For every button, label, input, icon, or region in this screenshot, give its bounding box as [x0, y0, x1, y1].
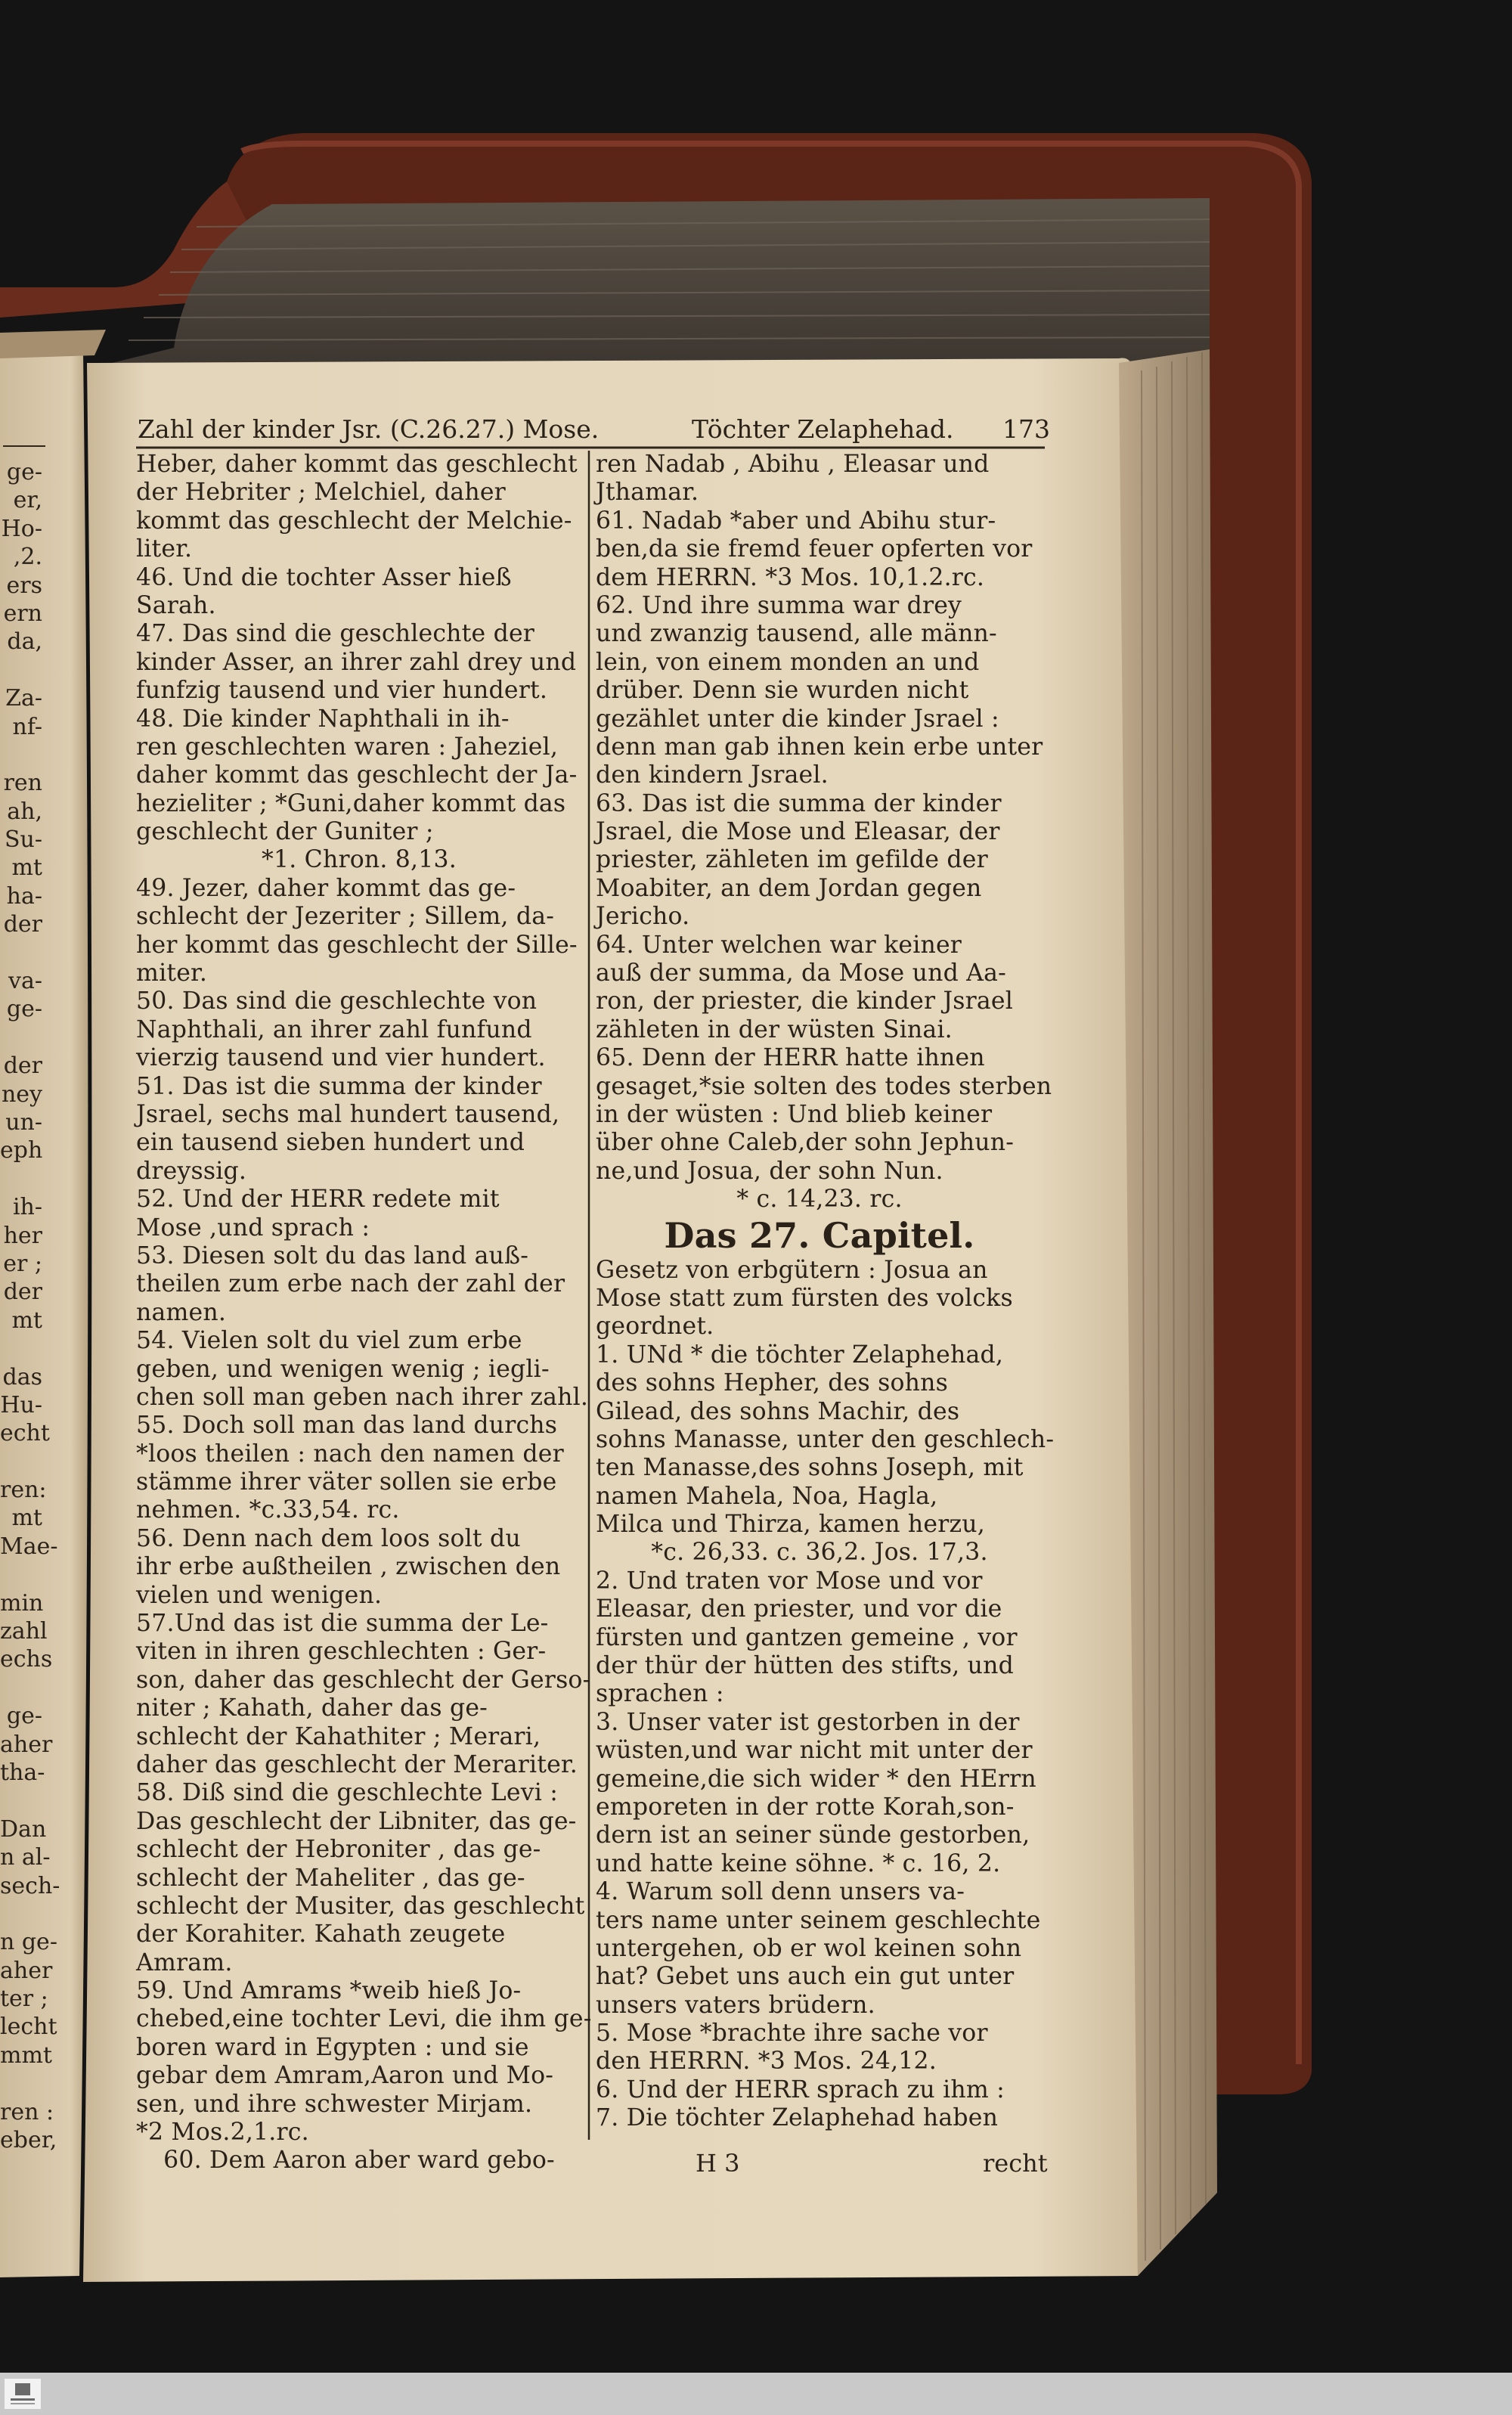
- edge-fragment: ter ;: [0, 1986, 48, 2013]
- edge-fragment: un-: [5, 1108, 42, 1136]
- text-line: 3. Unser vater ist gestorben in der: [596, 1708, 1020, 1736]
- edge-fragment: aher: [0, 1957, 53, 1984]
- text-line: 46. Und die tochter Asser hieß: [136, 563, 512, 591]
- edge-fragment: ney: [1, 1080, 42, 1108]
- edge-fragment: aher: [0, 1731, 53, 1758]
- edge-fragment: ha-: [6, 882, 42, 910]
- text-line: 52. Und der HERR redete mit: [136, 1186, 500, 1214]
- text-line: 47. Das sind die geschlechte der: [136, 620, 535, 648]
- edge-fragment: [0, 741, 45, 769]
- edge-fragment: echt: [0, 1420, 50, 1447]
- right-column: [596, 451, 1055, 2190]
- text-line: dreyssig.: [136, 1157, 247, 1185]
- text-line: dern ist an seiner sünde gestorben,: [596, 1821, 1030, 1849]
- edge-fragment: da,: [7, 628, 42, 656]
- text-line: emporeten in der rotte Korah,son-: [596, 1793, 1015, 1821]
- text-line: 7. Die töchter Zelaphehad haben: [596, 2104, 999, 2132]
- text-line: Gilead, des sohns Machir, des: [596, 1397, 960, 1425]
- edge-fragment: n ge-: [0, 1929, 57, 1956]
- text-line: ben,da sie fremd feuer opferten vor: [596, 535, 1033, 563]
- library-logo-icon: [5, 2379, 41, 2409]
- edge-fragment: Hu-: [0, 1391, 42, 1418]
- text-line: gezählet unter die kinder Jsrael :: [596, 705, 999, 733]
- text-line: schlecht der Kahathiter ; Merari,: [136, 1722, 541, 1750]
- text-line: auß der summa, da Mose und Aa-: [596, 959, 1006, 987]
- edge-fragment: [0, 1787, 45, 1815]
- edge-fragment: echs: [0, 1646, 53, 1673]
- edge-fragment: ern: [3, 600, 42, 627]
- text-line: viten in ihren geschlechten : Ger-: [136, 1638, 547, 1666]
- edge-fragment: eber,: [0, 2127, 57, 2154]
- text-line: vierzig tausend und vier hundert.: [136, 1044, 546, 1072]
- text-line: der thür der hütten des stifts, und: [596, 1652, 1015, 1680]
- text-line: in der wüsten : Und blieb keiner: [596, 1100, 993, 1128]
- text-line: 65. Denn der HERR hatte ihnen: [596, 1044, 985, 1072]
- text-line: fürsten und gantzen gemeine , vor: [596, 1623, 1018, 1651]
- text-line: ein tausend sieben hundert und: [136, 1129, 525, 1157]
- edge-fragment: [0, 939, 45, 967]
- text-line: 58. Diß sind die geschlechte Levi :: [136, 1779, 559, 1807]
- text-line: kinder Asser, an ihrer zahl drey und: [136, 648, 577, 676]
- edge-fragment: [0, 1900, 45, 1928]
- text-line: daher das geschlecht der Merariter.: [136, 1750, 578, 1778]
- edge-fragment: [0, 1561, 45, 1589]
- edge-fragment: Dan: [0, 1815, 47, 1843]
- edge-fragment: ren :: [0, 2098, 54, 2125]
- edge-fragment: [0, 1674, 45, 1702]
- edge-fragment: mt: [11, 854, 42, 882]
- text-line: kommt das geschlecht der Melchie-: [136, 507, 572, 535]
- text-line: boren ward in Egypten : und sie: [136, 2033, 529, 2061]
- left-page-edge-text: [0, 458, 60, 2154]
- edge-fragment: ,2.: [13, 544, 42, 571]
- text-line: geschlecht der Guniter ;: [136, 818, 434, 846]
- text-line: Mose statt zum fürsten des volcks: [596, 1284, 1013, 1312]
- text-line: ters name unter seinem geschlechte: [596, 1906, 1041, 1934]
- edge-fragment: mmt: [0, 2041, 52, 2069]
- text-line: *c. 26,33. c. 36,2. Jos. 17,3.: [651, 1539, 988, 1567]
- edge-fragment: mt: [11, 1307, 42, 1334]
- text-line: des sohns Hepher, des sohns: [596, 1369, 948, 1397]
- edge-fragment: der: [3, 1052, 42, 1080]
- text-line: der Korahiter. Kahath zeugete: [136, 1921, 506, 1948]
- text-line: und zwanzig tausend, alle männ-: [596, 620, 997, 648]
- text-line: *1. Chron. 8,13.: [262, 846, 457, 874]
- edge-fragment: eph: [0, 1137, 43, 1164]
- text-line: schlecht der Jezeriter ; Sillem, da-: [136, 903, 555, 931]
- edge-fragment: Su-: [4, 826, 42, 854]
- edge-fragment: ge-: [6, 1703, 42, 1730]
- text-line: nehmen. *c.33,54. rc.: [136, 1496, 400, 1524]
- text-line: Eleasar, den priester, und vor die: [596, 1595, 1002, 1623]
- signature-mark: H 3: [696, 2149, 740, 2178]
- running-head-right: Töchter Zelaphehad.: [692, 414, 954, 444]
- edge-fragment: das: [2, 1363, 42, 1390]
- viewer-status-bar: [0, 2373, 1512, 2415]
- text-line: liter.: [136, 535, 193, 563]
- edge-fragment: n al-: [0, 1844, 51, 1871]
- text-line: 4. Warum soll denn unsers va-: [596, 1878, 965, 1906]
- text-line: Heber, daher kommt das geschlecht: [136, 451, 578, 478]
- text-line: sprachen :: [596, 1680, 724, 1708]
- edge-fragment: min: [0, 1589, 44, 1617]
- edge-fragment: er,: [13, 487, 42, 514]
- text-line: 55. Doch soll man das land durchs: [136, 1412, 558, 1440]
- text-line: Das geschlecht der Libniter, das ge-: [136, 1807, 577, 1835]
- text-line: Amram.: [136, 1948, 233, 1976]
- edge-fragment: ah,: [7, 798, 42, 825]
- text-line: theilen zum erbe nach der zahl der: [136, 1270, 565, 1298]
- text-line: Moabiter, an dem Jordan gegen: [596, 874, 982, 902]
- text-line: Naphthali, an ihrer zahl funfund: [136, 1015, 532, 1043]
- running-head-left: Zahl der kinder Jsr. (C.26.27.) Mose.: [138, 414, 600, 444]
- text-line: drüber. Denn sie wurden nicht: [596, 677, 969, 705]
- edge-fragment: [0, 1165, 45, 1193]
- text-line: sohns Manasse, unter den geschlech-: [596, 1425, 1055, 1453]
- text-line: miter.: [136, 959, 208, 987]
- edge-fragment: [0, 656, 45, 684]
- text-line: ren Nadab , Abihu , Eleasar und: [596, 451, 990, 478]
- edge-fragment: ge-: [6, 459, 42, 485]
- text-line: geben, und wenigen wenig ; iegli-: [136, 1355, 550, 1383]
- edge-fragment: mt: [11, 1505, 42, 1532]
- text-line: denn man gab ihnen kein erbe unter: [596, 733, 1043, 761]
- text-line: chen soll man geben nach ihrer zahl.: [136, 1383, 589, 1411]
- text-line: 49. Jezer, daher kommt das ge-: [136, 874, 516, 902]
- text-line: 6. Und der HERR sprach zu ihm :: [596, 2076, 1005, 2103]
- edge-fragment: zahl: [0, 1618, 48, 1645]
- text-line: namen.: [136, 1298, 227, 1326]
- text-line: hezieliter ; *Guni,daher kommt das: [136, 789, 566, 817]
- edge-fragment: Za-: [5, 685, 42, 712]
- left-page-edge: [0, 330, 106, 358]
- text-line: Mose ,und sprach :: [136, 1214, 370, 1242]
- text-line: ne,und Josua, der sohn Nun.: [596, 1157, 943, 1185]
- edge-fragment: ih-: [12, 1194, 42, 1221]
- text-line: sen, und ihre schwester Mirjam.: [136, 2090, 533, 2118]
- text-line: namen Mahela, Noa, Hagla,: [596, 1482, 938, 1510]
- edge-fragment: der: [3, 1279, 42, 1306]
- text-line: untergehen, ob er wol keinen sohn: [596, 1934, 1022, 1962]
- text-line: 59. Und Amrams *weib hieß Jo-: [136, 1977, 522, 2005]
- edge-fragment: her: [3, 1222, 42, 1249]
- edge-fragment: lecht: [0, 2014, 57, 2041]
- text-line: geordnet.: [596, 1313, 714, 1341]
- text-line: niter ; Kahath, daher das ge-: [136, 1694, 488, 1722]
- edge-fragment: ren: [3, 770, 42, 797]
- text-line: und hatte keine söhne. * c. 16, 2.: [596, 1849, 1001, 1877]
- edge-fragment: Ho-: [1, 515, 42, 542]
- edge-fragment: ers: [6, 572, 42, 599]
- text-line: *loos theilen : nach den namen der: [136, 1440, 564, 1468]
- text-line: 54. Vielen solt du viel zum erbe: [136, 1327, 522, 1355]
- text-line: Jsrael, die Mose und Eleasar, der: [596, 818, 1000, 846]
- text-line: 2. Und traten vor Mose und vor: [596, 1567, 983, 1595]
- text-line: her kommt das geschlecht der Sille-: [136, 931, 578, 959]
- text-line: lein, von einem monden an und: [596, 648, 980, 676]
- text-line: hat? Gebet uns auch ein gut unter: [596, 1963, 1015, 1991]
- text-line: 60. Dem Aaron aber ward gebo-: [163, 2147, 555, 2175]
- edge-fragment: ren:: [0, 1477, 47, 1504]
- edge-fragment: [0, 1335, 45, 1363]
- text-line: funfzig tausend und vier hundert.: [136, 677, 548, 705]
- text-line: gebar dem Amram,Aaron und Mo-: [136, 2062, 554, 2090]
- text-line: schlecht der Hebroniter , das ge-: [136, 1836, 541, 1864]
- text-line: zähleten in der wüsten Sinai.: [596, 1015, 953, 1043]
- text-line: * c. 14,23. rc.: [736, 1186, 903, 1214]
- text-line: 56. Denn nach dem loos solt du: [136, 1524, 521, 1552]
- text-line: son, daher das geschlecht der Gerso-: [136, 1666, 591, 1694]
- text-line: ten Manasse,des sohns Joseph, mit: [596, 1454, 1024, 1482]
- edge-fragment: tha-: [0, 1759, 45, 1786]
- text-line: schlecht der Musiter, das geschlecht: [136, 1892, 585, 1920]
- text-line: 50. Das sind die geschlechte von: [136, 987, 538, 1015]
- text-line: 64. Unter welchen war keiner: [596, 931, 962, 959]
- text-line: über ohne Caleb,der sohn Jephun-: [596, 1129, 1015, 1157]
- text-line: Gesetz von erbgütern : Josua an: [596, 1256, 988, 1284]
- edge-fragment: er ;: [3, 1250, 42, 1277]
- text-line: den HERRN. *3 Mos. 24,12.: [596, 2048, 937, 2076]
- text-line: unsers vaters brüdern.: [596, 1991, 875, 2019]
- edge-fragment: va-: [8, 968, 42, 995]
- text-line: den kindern Jsrael.: [596, 761, 829, 789]
- page-number: 173: [1002, 414, 1050, 444]
- text-line: *2 Mos.2,1.rc.: [136, 2119, 309, 2147]
- text-line: Milca und Thirza, kamen herzu,: [596, 1511, 985, 1539]
- edge-fragment: ge-: [6, 996, 42, 1023]
- text-line: daher kommt das geschlecht der Ja-: [136, 761, 578, 789]
- text-line: ron, der priester, die kinder Jsrael: [596, 987, 1014, 1015]
- edge-fragment: der: [3, 911, 42, 938]
- text-line: 51. Das ist die summa der kinder: [136, 1072, 542, 1100]
- text-line: 53. Diesen solt du das land auß-: [136, 1242, 529, 1270]
- text-line: Jsrael, sechs mal hundert tausend,: [136, 1100, 560, 1128]
- text-line: 63. Das ist die summa der kinder: [596, 789, 1002, 817]
- text-line: priester, zähleten im gefilde der: [596, 846, 988, 874]
- text-line: 57.Und das ist die summa der Le-: [136, 1610, 549, 1638]
- text-line: 62. Und ihre summa war drey: [596, 591, 962, 619]
- text-line: schlecht der Maheliter , das ge-: [136, 1864, 525, 1892]
- edge-fragment: Mae-: [0, 1533, 58, 1560]
- edge-fragment: sech-: [0, 1872, 60, 1899]
- text-line: ren geschlechten waren : Jaheziel,: [136, 733, 559, 761]
- edge-fragment: nf-: [12, 713, 42, 740]
- text-line: Jericho.: [596, 903, 690, 931]
- text-line: ihr erbe außtheilen , zwischen den: [136, 1553, 561, 1581]
- text-line: wüsten,und war nicht mit unter der: [596, 1737, 1033, 1765]
- text-line: 1. UNd * die töchter Zelaphehad,: [596, 1341, 1004, 1369]
- text-line: gesaget,*sie solten des todes sterben: [596, 1072, 1052, 1100]
- edge-fragment: [0, 1024, 45, 1052]
- text-line: dem HERRN. *3 Mos. 10,1.2.rc.: [596, 563, 985, 591]
- text-line: Sarah.: [136, 591, 216, 619]
- text-line: 61. Nadab *aber und Abihu stur-: [596, 507, 996, 535]
- text-line: gemeine,die sich wider * den HErrn: [596, 1765, 1036, 1793]
- edge-fragment: [0, 1448, 45, 1476]
- catchword: recht: [983, 2149, 1048, 2178]
- text-line: Jthamar.: [596, 479, 699, 507]
- text-line: 5. Mose *brachte ihre sache vor: [596, 2020, 988, 2048]
- text-line: stämme ihrer väter sollen sie erbe: [136, 1468, 557, 1496]
- text-line: vielen und wenigen.: [136, 1581, 383, 1609]
- text-line: chebed,eine tochter Levi, die ihm ge-: [136, 2005, 592, 2033]
- text-line: 48. Die kinder Naphthali in ih-: [136, 705, 510, 733]
- edge-fragment: [0, 2069, 45, 2097]
- left-column: [136, 451, 592, 2190]
- text-line: der Hebriter ; Melchiel, daher: [136, 479, 506, 507]
- chapter-heading: Das 27. Capitel.: [664, 1214, 975, 1256]
